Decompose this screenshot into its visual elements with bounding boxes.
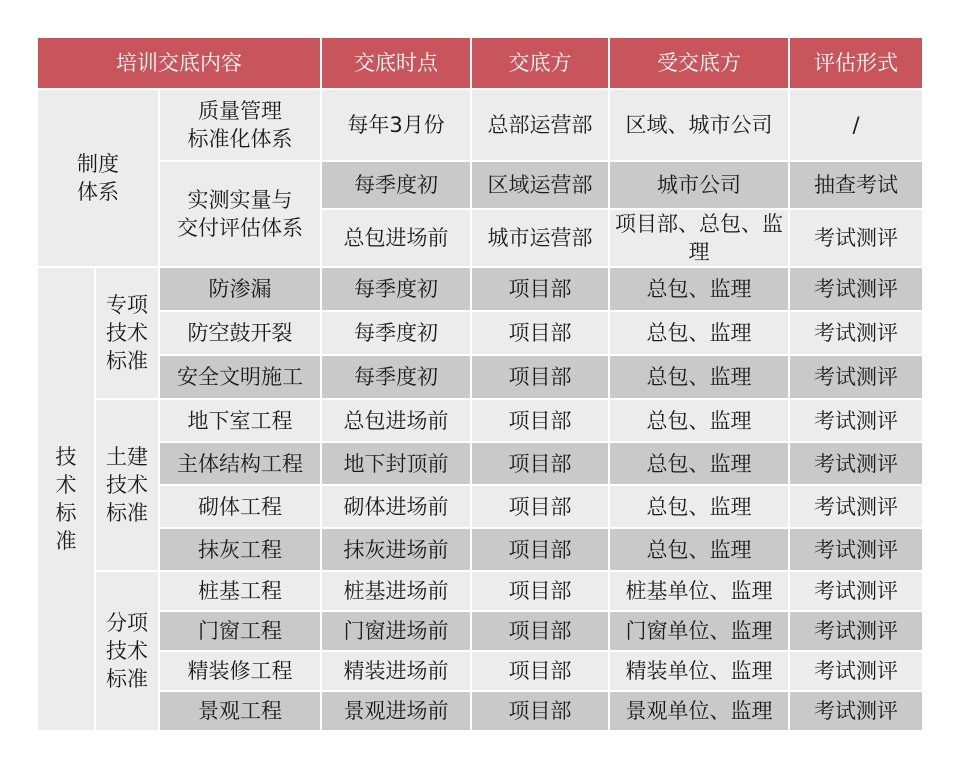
time-cell: 每季度初: [321, 267, 471, 311]
time-cell: 每季度初: [321, 355, 471, 399]
table-row: [37, 161, 923, 209]
subgroup-label-line: 技术: [106, 321, 148, 345]
table-row: [37, 651, 923, 691]
giver-cell: 项目部: [471, 528, 609, 571]
table-row: [37, 571, 923, 611]
giver-cell: 城市运营部: [471, 209, 609, 267]
receiver-cell: 项目部、总包、监理: [609, 209, 789, 267]
eval-cell: 考试测评: [789, 267, 923, 311]
subgroup-label-line: 标准: [106, 501, 148, 525]
time-cell: 总包进场前: [321, 209, 471, 267]
receiver-cell: 总包、监理: [609, 485, 789, 528]
giver-cell: 项目部: [471, 355, 609, 399]
time-cell: 每季度初: [321, 311, 471, 355]
table-row: [37, 355, 923, 399]
content-cell: 桩基工程: [159, 571, 321, 611]
receiver-cell: 区域、城市公司: [609, 89, 789, 161]
group-label-line: 制度: [77, 152, 119, 176]
receiver-cell: 门窗单位、监理: [609, 611, 789, 651]
receiver-cell: 总包、监理: [609, 528, 789, 571]
group-label-line: 体系: [77, 180, 119, 204]
group-label-tech: [37, 267, 95, 731]
content-cell: 抹灰工程: [159, 528, 321, 571]
subgroup-label: [95, 267, 159, 399]
eval-cell: 考试测评: [789, 355, 923, 399]
content-cell: 精装修工程: [159, 651, 321, 691]
time-cell: 砌体进场前: [321, 485, 471, 528]
giver-cell: 项目部: [471, 442, 609, 485]
receiver-cell: 总包、监理: [609, 355, 789, 399]
eval-cell: 考试测评: [789, 571, 923, 611]
subgroup-label-line: 标准: [106, 349, 148, 373]
giver-cell: 项目部: [471, 267, 609, 311]
giver-cell: 项目部: [471, 571, 609, 611]
eval-cell: /: [789, 89, 923, 161]
receiver-cell: 总包、监理: [609, 442, 789, 485]
giver-cell: 区域运营部: [471, 161, 609, 209]
receiver-cell: 城市公司: [609, 161, 789, 209]
receiver-cell: 精装单位、监理: [609, 651, 789, 691]
eval-cell: 考试测评: [789, 611, 923, 651]
group-label-char: 术: [55, 473, 77, 497]
header-content: 培训交底内容: [37, 37, 321, 89]
eval-cell: 考试测评: [789, 442, 923, 485]
table-row: [37, 311, 923, 355]
receiver-cell: 桩基单位、监理: [609, 571, 789, 611]
receiver-cell: 总包、监理: [609, 311, 789, 355]
eval-cell: 考试测评: [789, 311, 923, 355]
content-cell: 防空鼓开裂: [159, 311, 321, 355]
eval-cell: 考试测评: [789, 485, 923, 528]
content-cell: [159, 161, 321, 267]
subgroup-label: [95, 399, 159, 571]
content-cell: 门窗工程: [159, 611, 321, 651]
training-table: [36, 36, 924, 732]
subgroup-label-line: 分项: [106, 611, 148, 635]
receiver-cell: 总包、监理: [609, 399, 789, 442]
content-line: 标准化体系: [187, 127, 293, 151]
group-label-char: 技: [55, 445, 77, 469]
receiver-cell: 景观单位、监理: [609, 691, 789, 731]
subgroup-label-line: 标准: [106, 667, 148, 691]
time-cell: 景观进场前: [321, 691, 471, 731]
eval-cell: 考试测评: [789, 209, 923, 267]
time-cell: 每年3月份: [321, 89, 471, 161]
content-cell: 景观工程: [159, 691, 321, 731]
giver-cell: 项目部: [471, 311, 609, 355]
giver-cell: 项目部: [471, 651, 609, 691]
table-row: [37, 691, 923, 731]
group-label-char: 准: [55, 529, 77, 553]
subgroup-label-line: 技术: [106, 473, 148, 497]
table-row: [37, 89, 923, 161]
giver-cell: 项目部: [471, 611, 609, 651]
receiver-cell: 总包、监理: [609, 267, 789, 311]
subgroup-label-line: 专项: [106, 293, 148, 317]
eval-cell: 考试测评: [789, 528, 923, 571]
subgroup-label: [95, 571, 159, 731]
header-eval: 评估形式: [789, 37, 923, 89]
content-line: 交付评估体系: [177, 216, 304, 240]
content-cell: 安全文明施工: [159, 355, 321, 399]
table-row: [37, 611, 923, 651]
time-cell: 抹灰进场前: [321, 528, 471, 571]
group-label-system: [37, 89, 159, 267]
time-cell: 门窗进场前: [321, 611, 471, 651]
content-cell: 主体结构工程: [159, 442, 321, 485]
content-line: 实测实量与: [187, 188, 293, 212]
table-row: [37, 399, 923, 442]
eval-cell: 考试测评: [789, 691, 923, 731]
eval-cell: 抽查考试: [789, 161, 923, 209]
time-cell: 总包进场前: [321, 399, 471, 442]
content-cell: [159, 89, 321, 161]
content-line: 质量管理: [198, 99, 283, 123]
table-row: [37, 528, 923, 571]
eval-cell: 考试测评: [789, 651, 923, 691]
header-time: 交底时点: [321, 37, 471, 89]
table-row: [37, 485, 923, 528]
content-cell: 地下室工程: [159, 399, 321, 442]
giver-cell: 项目部: [471, 485, 609, 528]
giver-cell: 项目部: [471, 691, 609, 731]
subgroup-label-line: 土建: [106, 445, 148, 469]
time-cell: 精装进场前: [321, 651, 471, 691]
eval-cell: 考试测评: [789, 399, 923, 442]
header-giver: 交底方: [471, 37, 609, 89]
giver-cell: 总部运营部: [471, 89, 609, 161]
content-cell: 砌体工程: [159, 485, 321, 528]
group-label-char: 标: [55, 501, 77, 525]
table-row: [37, 442, 923, 485]
time-cell: 地下封顶前: [321, 442, 471, 485]
content-cell: 防渗漏: [159, 267, 321, 311]
header-row: [37, 37, 923, 89]
header-receiver: 受交底方: [609, 37, 789, 89]
time-cell: 每季度初: [321, 161, 471, 209]
table-row: [37, 267, 923, 311]
giver-cell: 项目部: [471, 399, 609, 442]
subgroup-label-line: 技术: [106, 639, 148, 663]
time-cell: 桩基进场前: [321, 571, 471, 611]
